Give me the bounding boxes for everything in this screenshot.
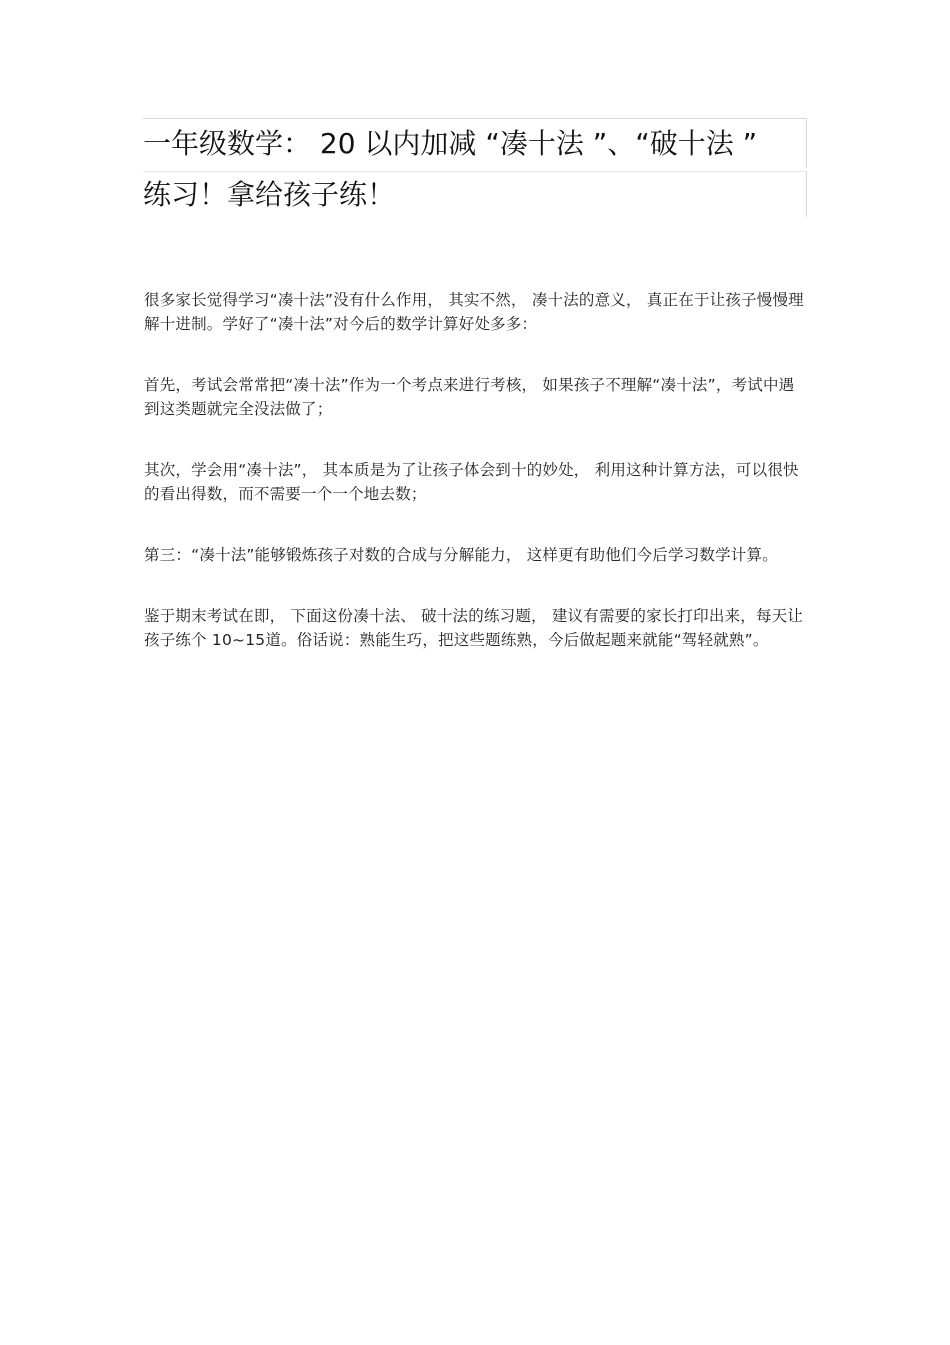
document-title: [143, 118, 807, 217]
title-line-2: 练习！拿给孩子练！: [143, 171, 807, 217]
paragraph-third: 第三：“凑十法”能够锻炼孩子对数的合成与分解能力， 这样更有助他们今后学习数学计算。: [144, 546, 778, 564]
paragraph-conclusion: 鉴于期末考试在即， 下面这份凑十法、 破十法的练习题， 建议有需要的家长打印出来，每天让孩子练个 10~15道。俗话说：熟能生巧，把这些题练熟，今后做起题来就能“驾轻就熟”。: [144, 607, 804, 649]
paragraph-second: 其次，学会用“凑十法”， 其本质是为了让孩子体会到十的妙处， 利用这种计算方法，可以很快的看出得数，而不需要一个一个地去数；: [144, 461, 799, 503]
document-body: [144, 288, 806, 689]
paragraph-first: 首先，考试会常常把“凑十法”作为一个考点来进行考核， 如果孩子不理解“凑十法”，考试中遇到这类题就完全没法做了；: [144, 376, 795, 418]
title-line-1: 一年级数学： 20 以内加减 “凑十法 ”、“破十法 ”: [143, 118, 807, 168]
paragraph-intro: 很多家长觉得学习“凑十法”没有什么作用， 其实不然， 凑十法的意义， 真正在于让孩子慢慢理解十进制。学好了“凑十法”对今后的数学计算好处多多：: [144, 291, 804, 333]
